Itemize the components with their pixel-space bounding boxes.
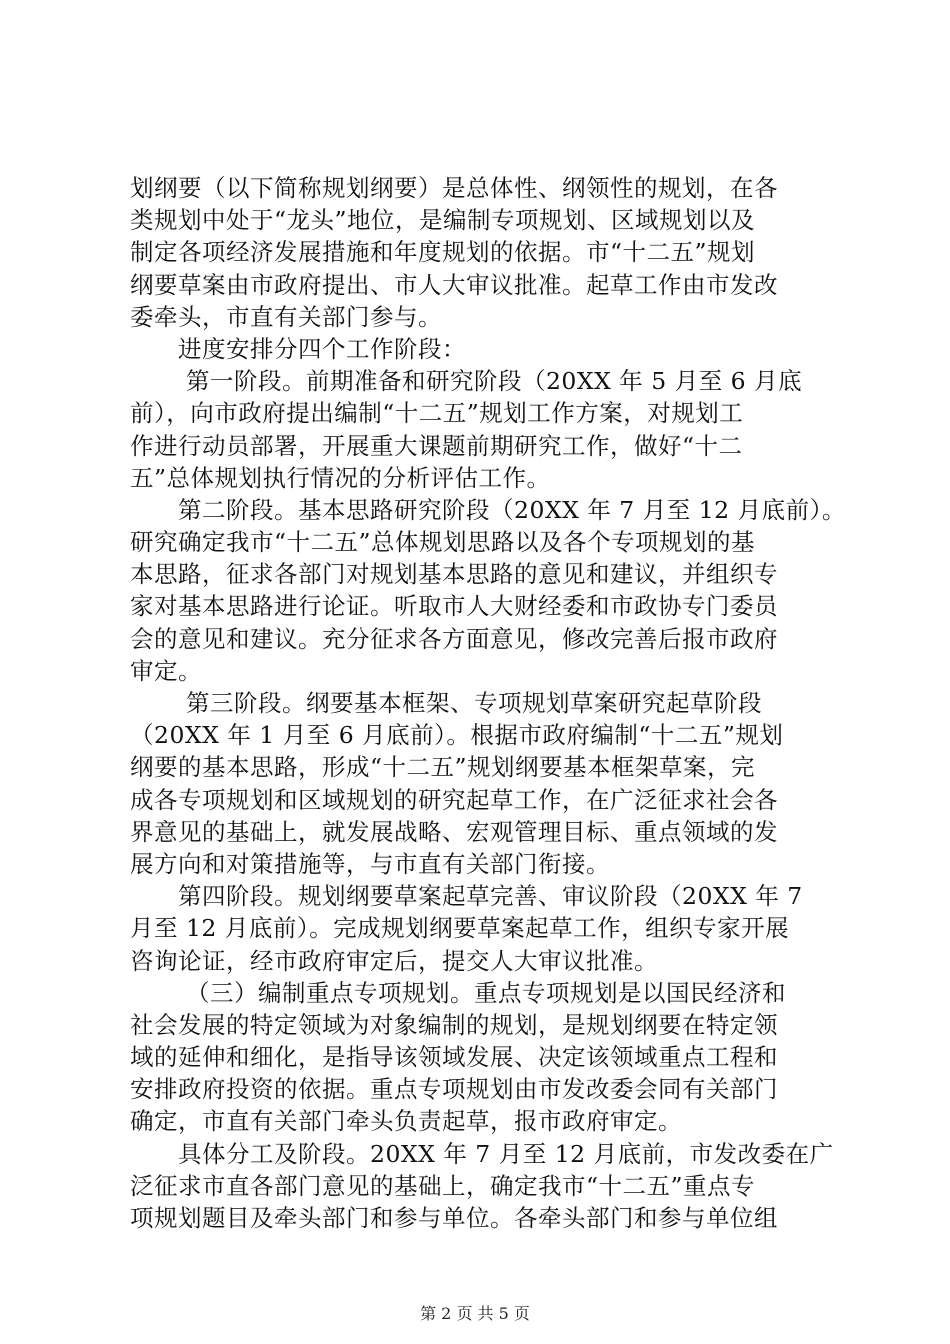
text-line: 泛征求市直各部门意见的基础上，确定我市“十二五”重点专	[130, 1171, 756, 1200]
text-line: 界意见的基础上，就发展战略、宏观管理目标、重点领域的发	[130, 817, 778, 846]
text-line: 成各专项规划和区域规划的研究起草工作，在广泛征求社会各	[130, 785, 778, 814]
text-line: 第四阶段。规划纲要草案起草完善、审议阶段（20XX 年 7	[130, 882, 803, 911]
text-line: 进度安排分四个工作阶段：	[130, 334, 466, 363]
text-line: 域的延伸和细化，是指导该领域发展、决定该领域重点工程和	[130, 1043, 778, 1072]
text-line: 五”总体规划执行情况的分析评估工作。	[130, 463, 551, 492]
text-line: （20XX 年 1 月至 6 月底前）。根据市政府编制“十二五”规划	[130, 721, 784, 750]
text-line: 划纲要（以下简称规划纲要）是总体性、纲领性的规划，在各	[130, 174, 778, 202]
text-line: 制定各项经济发展措施和年度规划的依据。市“十二五”规划	[130, 238, 756, 267]
text-line: 展方向和对策措施等，与市直有关部门衔接。	[130, 849, 610, 878]
text-line: 委牵头，市直有关部门参与。	[130, 302, 442, 331]
page-footer: 第 2 页 共 5 页	[420, 1304, 530, 1323]
text-line: 研究确定我市“十二五”总体规划思路以及各个专项规划的基	[130, 528, 756, 557]
text-line: 确定，市直有关部门牵头负责起草，报市政府审定。	[130, 1107, 682, 1136]
text-line: 纲要的基本思路，形成“十二五”规划纲要基本框架草案，完	[130, 753, 756, 782]
body-text	[130, 172, 850, 1234]
text-line: 月至 12 月底前）。完成规划纲要草案起草工作，组织专家开展	[130, 914, 790, 943]
text-line: 前），向市政府提出编制“十二五”规划工作方案，对规划工	[130, 399, 744, 428]
text-line: 会的意见和建议。充分征求各方面意见，修改完善后报市政府	[130, 624, 778, 653]
text-line: 第三阶段。纲要基本框架、专项规划草案研究起草阶段	[130, 689, 762, 717]
text-line: （三）编制重点专项规划。重点专项规划是以国民经济和	[130, 978, 786, 1007]
text-line: 类规划中处于“龙头”地位，是编制专项规划、区域规划以及	[130, 206, 756, 235]
text-line: 安排政府投资的依据。重点专项规划由市发改委会同有关部门	[130, 1075, 778, 1104]
text-line: 纲要草案由市政府提出、市人大审议批准。起草工作由市发改	[130, 270, 778, 299]
text-line: 社会发展的特定领域为对象编制的规划，是规划纲要在特定领	[130, 1010, 778, 1039]
text-line: 第一阶段。前期准备和研究阶段（20XX 年 5 月至 6 月底	[130, 367, 803, 396]
text-line: 审定。	[130, 656, 202, 685]
text-line: 项规划题目及牵头部门和参与单位。各牵头部门和参与单位组	[130, 1204, 778, 1232]
text-line: 第二阶段。基本思路研究阶段（20XX 年 7 月至 12 月底前）。	[130, 495, 846, 524]
document-page	[130, 0, 846, 1344]
text-line: 作进行动员部署，开展重大课题前期研究工作，做好“十二	[130, 431, 743, 460]
text-line: 具体分工及阶段。20XX 年 7 月至 12 月底前，市发改委在广	[130, 1139, 834, 1168]
text-line: 本思路，征求各部门对规划基本思路的意见和建议，并组织专	[130, 560, 778, 589]
text-line: 家对基本思路进行论证。听取市人大财经委和市政协专门委员	[130, 592, 778, 621]
text-line: 咨询论证，经市政府审定后，提交人大审议批准。	[130, 946, 658, 975]
